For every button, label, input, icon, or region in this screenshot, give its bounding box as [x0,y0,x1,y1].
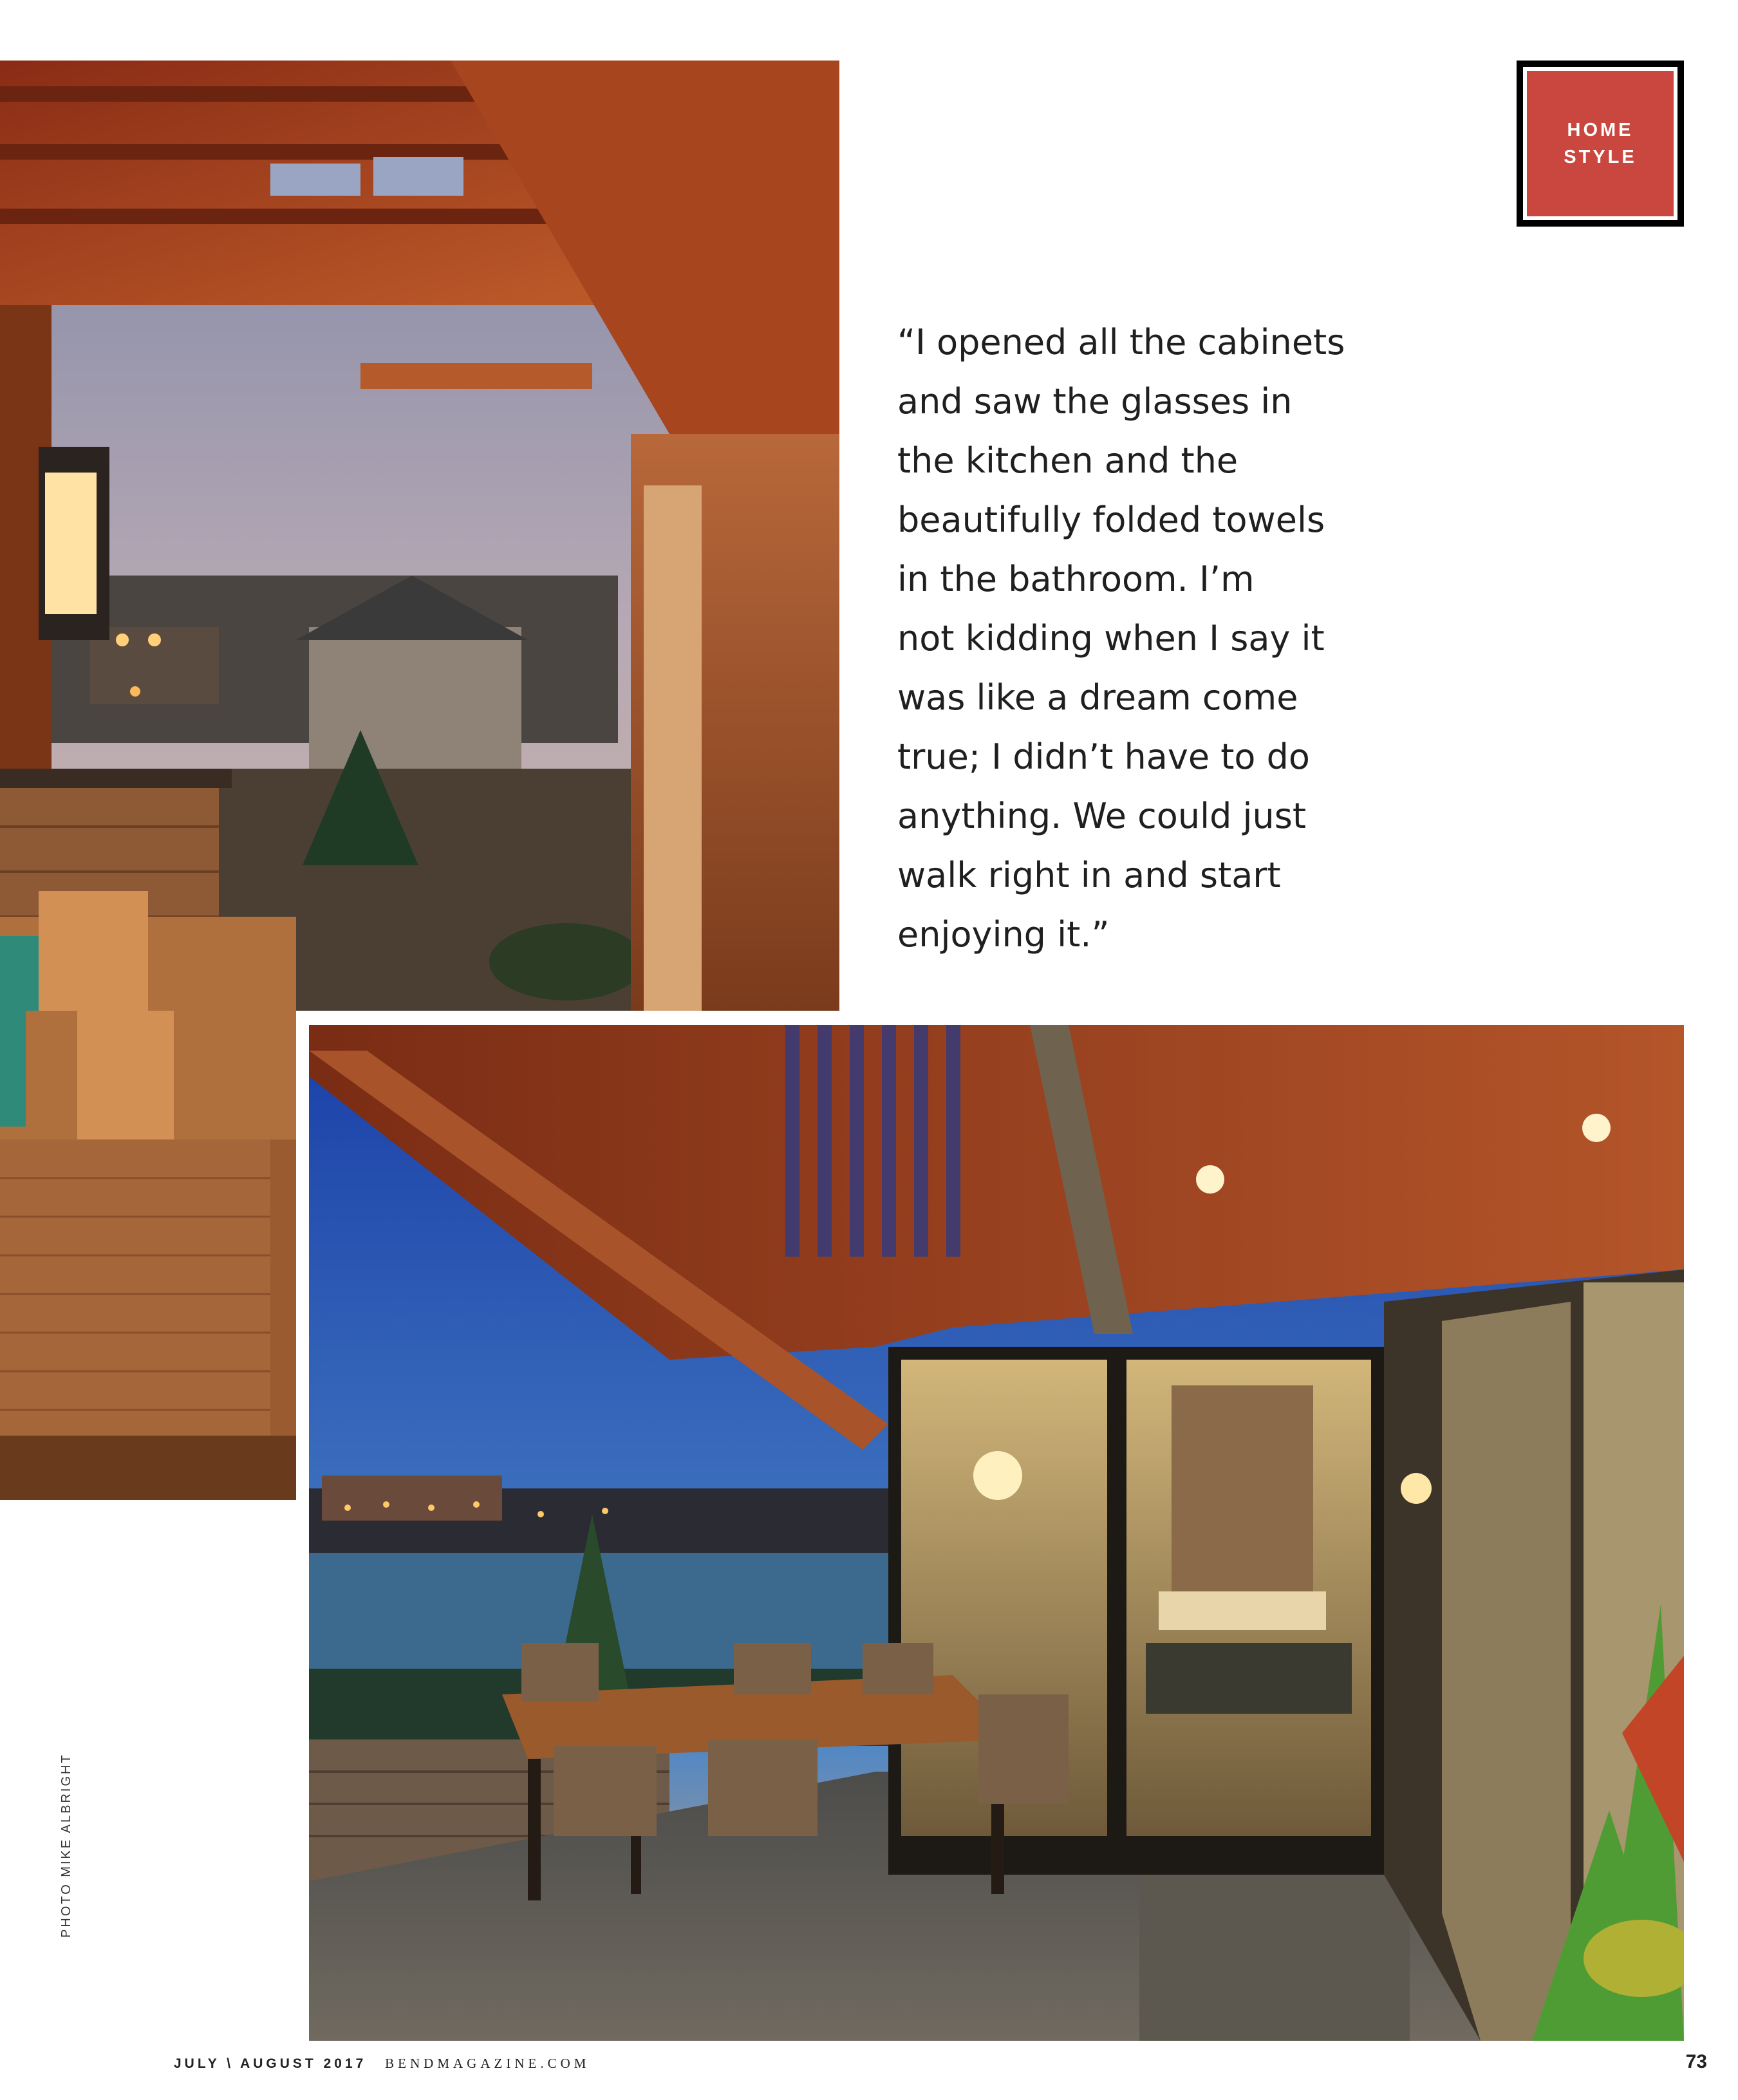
section-line-1: HOME [1567,120,1634,140]
quote-line: not kidding when I say it [897,618,1325,659]
quote-line: anything. We could just [897,796,1307,836]
sofa-photo-strip [0,1011,296,1500]
footer-issue-line [174,2056,590,2072]
quote-line: in the bathroom. I’m [897,559,1255,599]
section-badge [1517,61,1684,227]
photo-credit: PHOTO MIKE ALBRIGHT [59,1753,73,1938]
dining-patio-photo [309,1025,1684,2041]
section-badge-label [1523,67,1677,220]
quote-line: walk right in and start [897,855,1281,895]
section-line-2: STYLE [1564,147,1637,167]
quote-line: beautifully folded towels [897,500,1325,540]
quote-line: true; I didn’t have to do [897,736,1310,777]
page-number: 73 [1685,2051,1707,2072]
quote-line: and saw the glasses in [897,381,1293,422]
pull-quote [897,313,1387,964]
patio-dusk-photo [0,61,839,1011]
footer-issue: JULY \ AUGUST 2017 [174,2056,367,2071]
quote-line: enjoying it.” [897,914,1110,955]
quote-line: was like a dream come [897,677,1298,718]
footer-site: BENDMAGAZINE.COM [385,2056,590,2071]
quote-line: “I opened all the cabinets [897,322,1345,362]
quote-line: the kitchen and the [897,440,1238,481]
